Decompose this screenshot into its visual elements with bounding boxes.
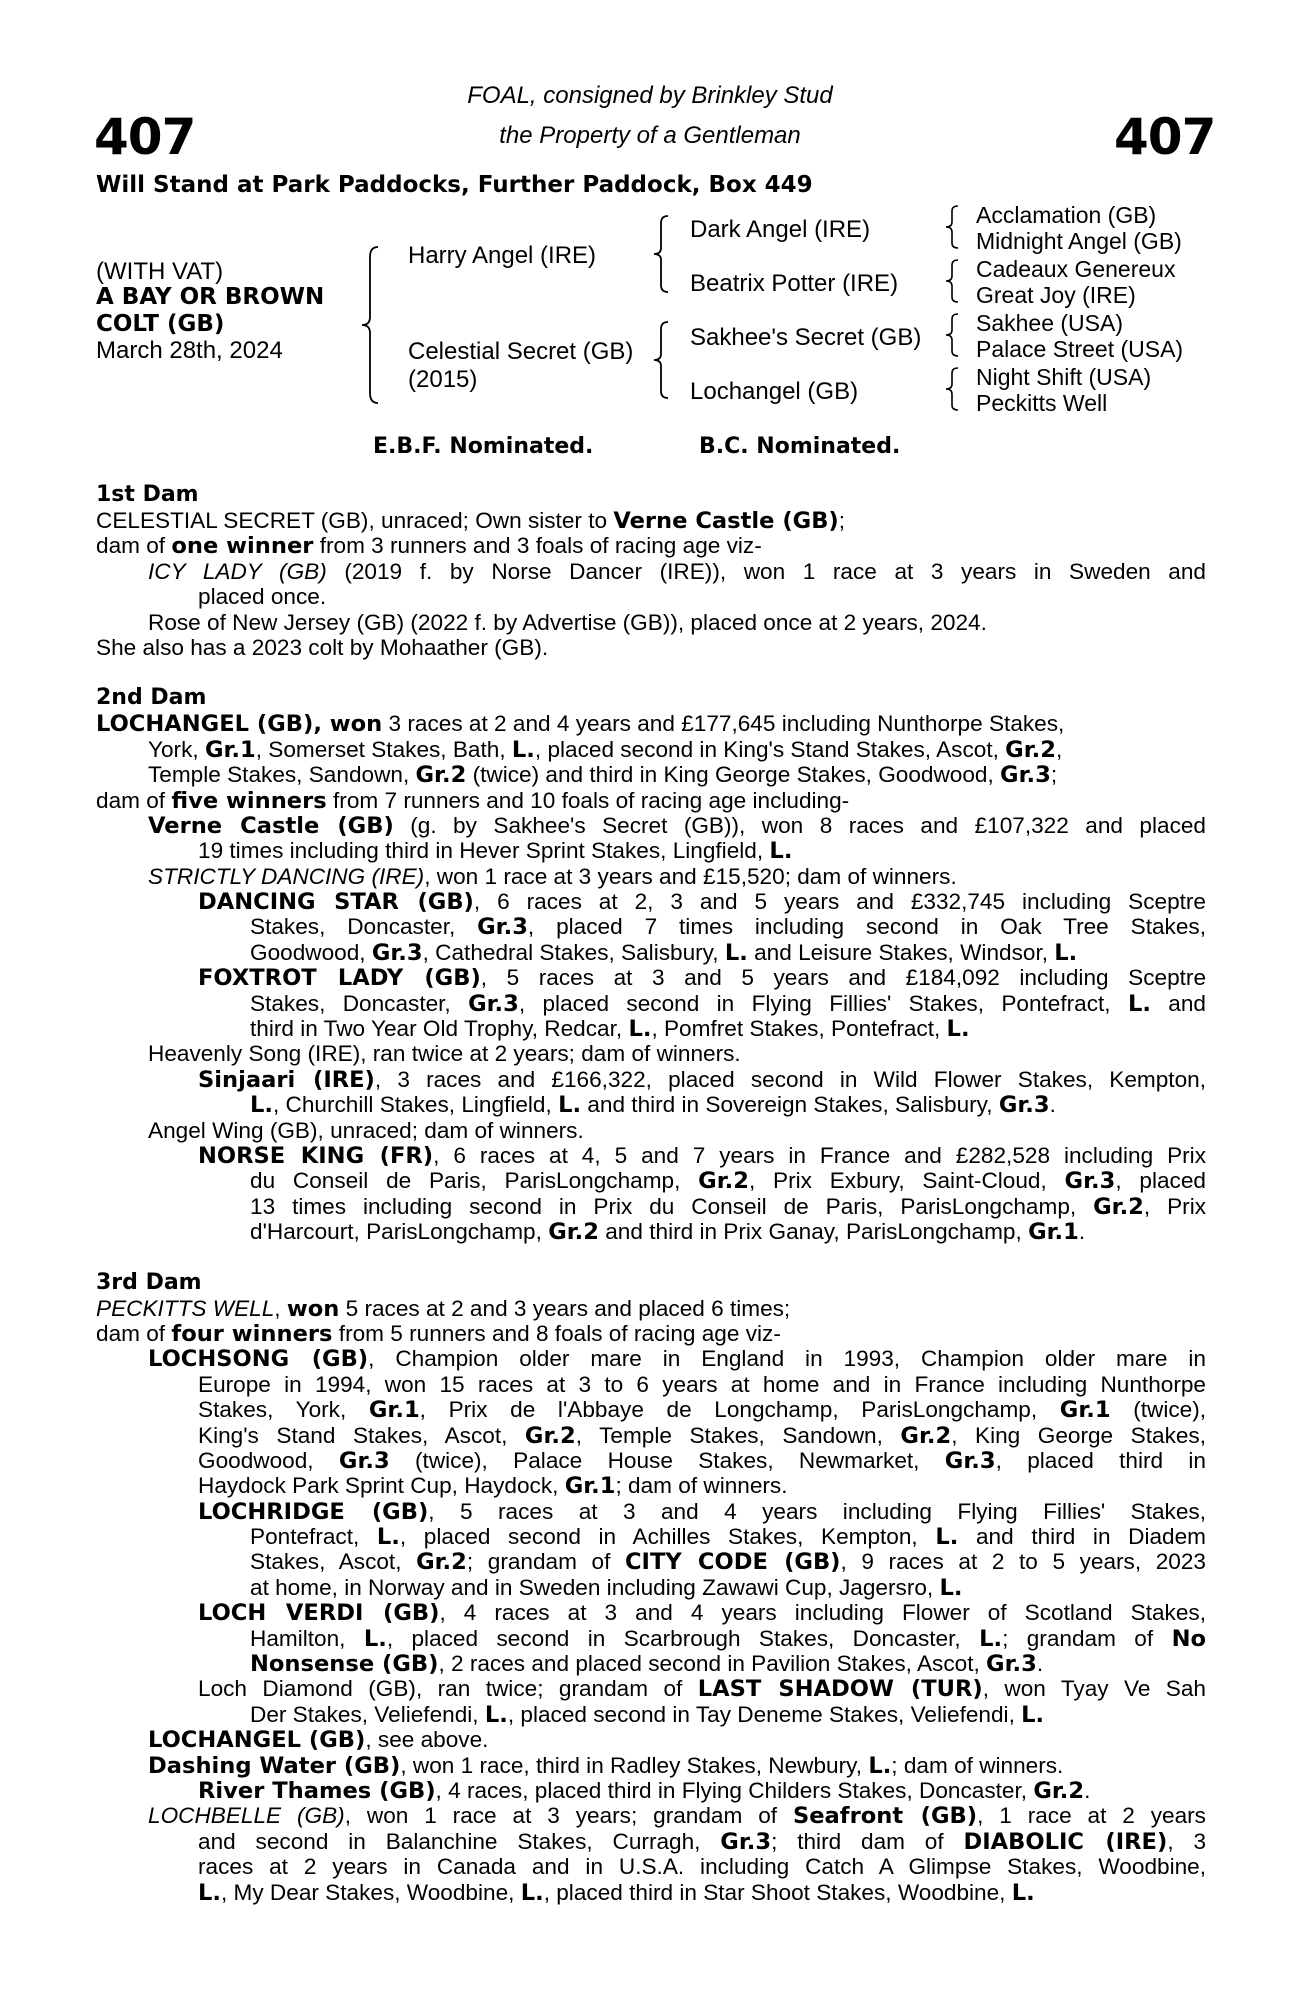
brace-beatrix-potter bbox=[944, 258, 962, 304]
pedigree-sire-dam: Beatrix Potter (IRE) bbox=[690, 270, 899, 297]
third-dam-line: Hamilton, L., placed second in Scarbrough Stakes, Doncaster, L.; grandam of No bbox=[250, 1625, 1206, 1652]
second-dam-line: Stakes, Doncaster, Gr.3, placed second in Flying Fillies' Stakes, Pontefract, L. and bbox=[250, 990, 1206, 1017]
pedigree-brace-dam bbox=[652, 320, 672, 400]
second-dam-line: Goodwood, Gr.3, Cathedral Stakes, Salisbury, L. and Leisure Stakes, Windsor, L. bbox=[250, 939, 1078, 966]
first-dam-line: placed once. bbox=[198, 584, 327, 610]
third-dam-line: at home, in Norway and in Sweden including Zawawi Cup, Jagersro, L. bbox=[250, 1574, 963, 1601]
catalogue-body bbox=[96, 482, 1206, 1905]
second-dam-line: Verne Castle (GB) (g. by Sakhee's Secret (GB)), won 8 races and £107,322 and placed bbox=[148, 812, 1206, 839]
first-dam-line: CELESTIAL SECRET (GB), unraced; Own sister to Verne Castle (GB); bbox=[96, 508, 846, 534]
third-dam-line: Der Stakes, Veliefendi, L., placed second in Tay Deneme Stakes, Veliefendi, L. bbox=[250, 1701, 1045, 1728]
second-dam-line: 19 times including third in Hever Sprint Stakes, Lingfield, L. bbox=[198, 838, 793, 865]
second-dam-line: FOXTROT LADY (GB), 5 races at 3 and 5 years and £184,092 including Sceptre bbox=[198, 965, 1207, 992]
brace-sakhees-secret bbox=[944, 312, 962, 358]
pedigree-ddd: Peckitts Well bbox=[976, 390, 1108, 416]
second-dam-line: dam of five winners from 7 runners and 10 foals of racing age including- bbox=[96, 787, 850, 814]
second-dam-line: Sinjaari (IRE), 3 races and £166,322, placed second in Wild Flower Stakes, Kempton, bbox=[198, 1066, 1206, 1093]
third-dam-line: L., My Dear Stakes, Woodbine, L., placed third in Star Shoot Stakes, Woodbine, L. bbox=[198, 1879, 1035, 1906]
third-dam-line: LOCHRIDGE (GB), 5 races at 3 and 4 years including Flying Fillies' Stakes, bbox=[198, 1498, 1206, 1525]
third-dam-line: LOCH VERDI (GB), 4 races at 3 and 4 years including Flower of Scotland Stakes, bbox=[198, 1600, 1206, 1627]
pedigree-dds: Night Shift (USA) bbox=[976, 364, 1152, 390]
pedigree-sire-sire: Dark Angel (IRE) bbox=[690, 216, 871, 243]
third-dam-line: Goodwood, Gr.3 (twice), Palace House Stakes, Newmarket, Gr.3, placed third in bbox=[198, 1447, 1206, 1474]
pedigree-dam-dam: Lochangel (GB) bbox=[690, 378, 859, 405]
third-dam-line: Dashing Water (GB), won 1 race, third in Radley Stakes, Newbury, L.; dam of winners. bbox=[148, 1752, 1064, 1779]
first-dam-line: She also has a 2023 colt by Mohaather (GB). bbox=[96, 634, 549, 660]
third-dam-line: King's Stand Stakes, Ascot, Gr.2, Temple Stakes, Sandown, Gr.2, King George Stakes, bbox=[198, 1422, 1207, 1449]
second-dam-line: NORSE KING (FR), 6 races at 4, 5 and 7 years in France and £282,528 including Prix bbox=[198, 1142, 1206, 1169]
brace-dark-angel bbox=[944, 204, 962, 250]
pedigree-sdd: Great Joy (IRE) bbox=[976, 282, 1136, 308]
lot-number-right: 407 bbox=[1114, 108, 1216, 166]
pedigree-dam-year: (2015) bbox=[408, 366, 478, 393]
pedigree-brace-sire bbox=[652, 214, 672, 294]
ebf-nominated: E.B.F. Nominated. bbox=[373, 434, 594, 459]
second-dam-line: 13 times including second in Prix du Conseil de Paris, ParisLongchamp, Gr.2, Prix bbox=[250, 1193, 1207, 1220]
second-dam-line: d'Harcourt, ParisLongchamp, Gr.2 and third in Prix Ganay, ParisLongchamp, Gr.1. bbox=[250, 1219, 1086, 1246]
pedigree-dam: Celestial Secret (GB) bbox=[408, 338, 634, 365]
header-property: the Property of a Gentleman bbox=[499, 122, 801, 149]
first-dam-line: Rose of New Jersey (GB) (2022 f. by Advertise (GB)), placed once at 2 years, 2024. bbox=[148, 609, 987, 635]
vat-note: (WITH VAT) bbox=[96, 258, 224, 285]
third-dam-line: races at 2 years in Canada and in U.S.A. including Catch A Glimpse Stakes, Woodbine, bbox=[198, 1854, 1206, 1880]
pedigree-sds: Cadeaux Genereux bbox=[976, 256, 1176, 282]
second-dam-line: STRICTLY DANCING (IRE), won 1 race at 3 years and £15,520; dam of winners. bbox=[148, 863, 957, 889]
bc-nominated: B.C. Nominated. bbox=[699, 434, 901, 459]
second-dam-line: L., Churchill Stakes, Lingfield, L. and third in Sovereign Stakes, Salisbury, Gr.3. bbox=[250, 1092, 1056, 1119]
second-dam-line: Angel Wing (GB), unraced; dam of winners. bbox=[148, 1117, 584, 1143]
third-dam-heading: 3rd Dam bbox=[96, 1269, 202, 1295]
second-dam-line: DANCING STAR (GB), 6 races at 2, 3 and 5 years and £332,745 including Sceptre bbox=[198, 889, 1206, 916]
third-dam-line: Stakes, York, Gr.1, Prix de l'Abbaye de Longchamp, ParisLongchamp, Gr.1 (twice), bbox=[198, 1397, 1207, 1424]
pedigree-ssd: Midnight Angel (GB) bbox=[976, 228, 1182, 254]
horse-description: A BAY OR BROWN bbox=[96, 284, 325, 310]
pedigree-sss: Acclamation (GB) bbox=[976, 202, 1157, 228]
stand-location: Will Stand at Park Paddocks, Further Paddock, Box 449 bbox=[96, 172, 813, 198]
second-dam-heading: 2nd Dam bbox=[96, 685, 207, 711]
third-dam-line: Stakes, Ascot, Gr.2; grandam of CITY CODE (GB), 9 races at 2 to 5 years, 2023 bbox=[250, 1549, 1206, 1576]
second-dam-line: Heavenly Song (IRE), ran twice at 2 years; dam of winners. bbox=[148, 1041, 741, 1067]
first-dam-line: ICY LADY (GB) (2019 f. by Norse Dancer (IRE)), won 1 race at 3 years in Sweden and bbox=[148, 558, 1206, 584]
third-dam-line: LOCHSONG (GB), Champion older mare in England in 1993, Champion older mare in bbox=[148, 1346, 1206, 1373]
third-dam-line: and second in Balanchine Stakes, Curragh, Gr.3; third dam of DIABOLIC (IRE), 3 bbox=[198, 1828, 1207, 1855]
horse-colt: COLT (GB) bbox=[96, 311, 225, 337]
third-dam-line: Nonsense (GB), 2 races and placed second in Pavilion Stakes, Ascot, Gr.3. bbox=[250, 1651, 1044, 1678]
lot-number-left: 407 bbox=[94, 108, 196, 166]
third-dam-line: Europe in 1994, won 15 races at 3 to 6 years at home and in France including Nunthorpe bbox=[198, 1371, 1206, 1397]
pedigree-brace-main bbox=[360, 245, 384, 405]
third-dam-line: dam of four winners from 5 runners and 8 foals of racing age viz- bbox=[96, 1320, 781, 1347]
third-dam-line: River Thames (GB), 4 races, placed third in Flying Childers Stakes, Doncaster, Gr.2. bbox=[198, 1777, 1091, 1804]
second-dam-line: third in Two Year Old Trophy, Redcar, L., Pomfret Stakes, Pontefract, L. bbox=[250, 1016, 970, 1043]
pedigree-sire: Harry Angel (IRE) bbox=[408, 242, 597, 269]
first-dam-heading: 1st Dam bbox=[96, 482, 199, 507]
third-dam-line: Pontefract, L., placed second in Achilles Stakes, Kempton, L. and third in Diadem bbox=[250, 1524, 1206, 1551]
pedigree-dss: Sakhee (USA) bbox=[976, 310, 1124, 336]
third-dam-line: PECKITTS WELL, won 5 races at 2 and 3 years and placed 6 times; bbox=[96, 1295, 791, 1322]
foaling-date: March 28th, 2024 bbox=[96, 337, 283, 364]
third-dam-line: LOCHBELLE (GB), won 1 race at 3 years; grandam of Seafront (GB), 1 race at 2 years bbox=[148, 1803, 1206, 1830]
brace-lochangel bbox=[944, 366, 962, 412]
second-dam-line: Stakes, Doncaster, Gr.3, placed 7 times including second in Oak Tree Stakes, bbox=[250, 914, 1206, 941]
third-dam-line: Haydock Park Sprint Cup, Haydock, Gr.1; dam of winners. bbox=[198, 1473, 788, 1500]
pedigree-dam-sire: Sakhee's Secret (GB) bbox=[690, 324, 922, 351]
pedigree-dsd: Palace Street (USA) bbox=[976, 336, 1184, 362]
third-dam-line: Loch Diamond (GB), ran twice; grandam of LAST SHADOW (TUR), won Tyay Ve Sah bbox=[198, 1676, 1206, 1703]
second-dam-line: York, Gr.1, Somerset Stakes, Bath, L., placed second in King's Stand Stakes, Ascot, Gr.2, bbox=[148, 736, 1063, 763]
second-dam-line: LOCHANGEL (GB), won 3 races at 2 and 4 years and £177,645 including Nunthorpe Stakes, bbox=[96, 711, 1065, 738]
header-consignor: FOAL, consigned by Brinkley Stud bbox=[467, 82, 833, 109]
first-dam-line: dam of one winner from 3 runners and 3 foals of racing age viz- bbox=[96, 533, 762, 560]
second-dam-line: Temple Stakes, Sandown, Gr.2 (twice) and third in King George Stakes, Goodwood, Gr.3; bbox=[148, 762, 1058, 789]
third-dam-line: LOCHANGEL (GB), see above. bbox=[148, 1727, 489, 1754]
second-dam-line: du Conseil de Paris, ParisLongchamp, Gr.2, Prix Exbury, Saint-Cloud, Gr.3, placed bbox=[250, 1168, 1206, 1195]
